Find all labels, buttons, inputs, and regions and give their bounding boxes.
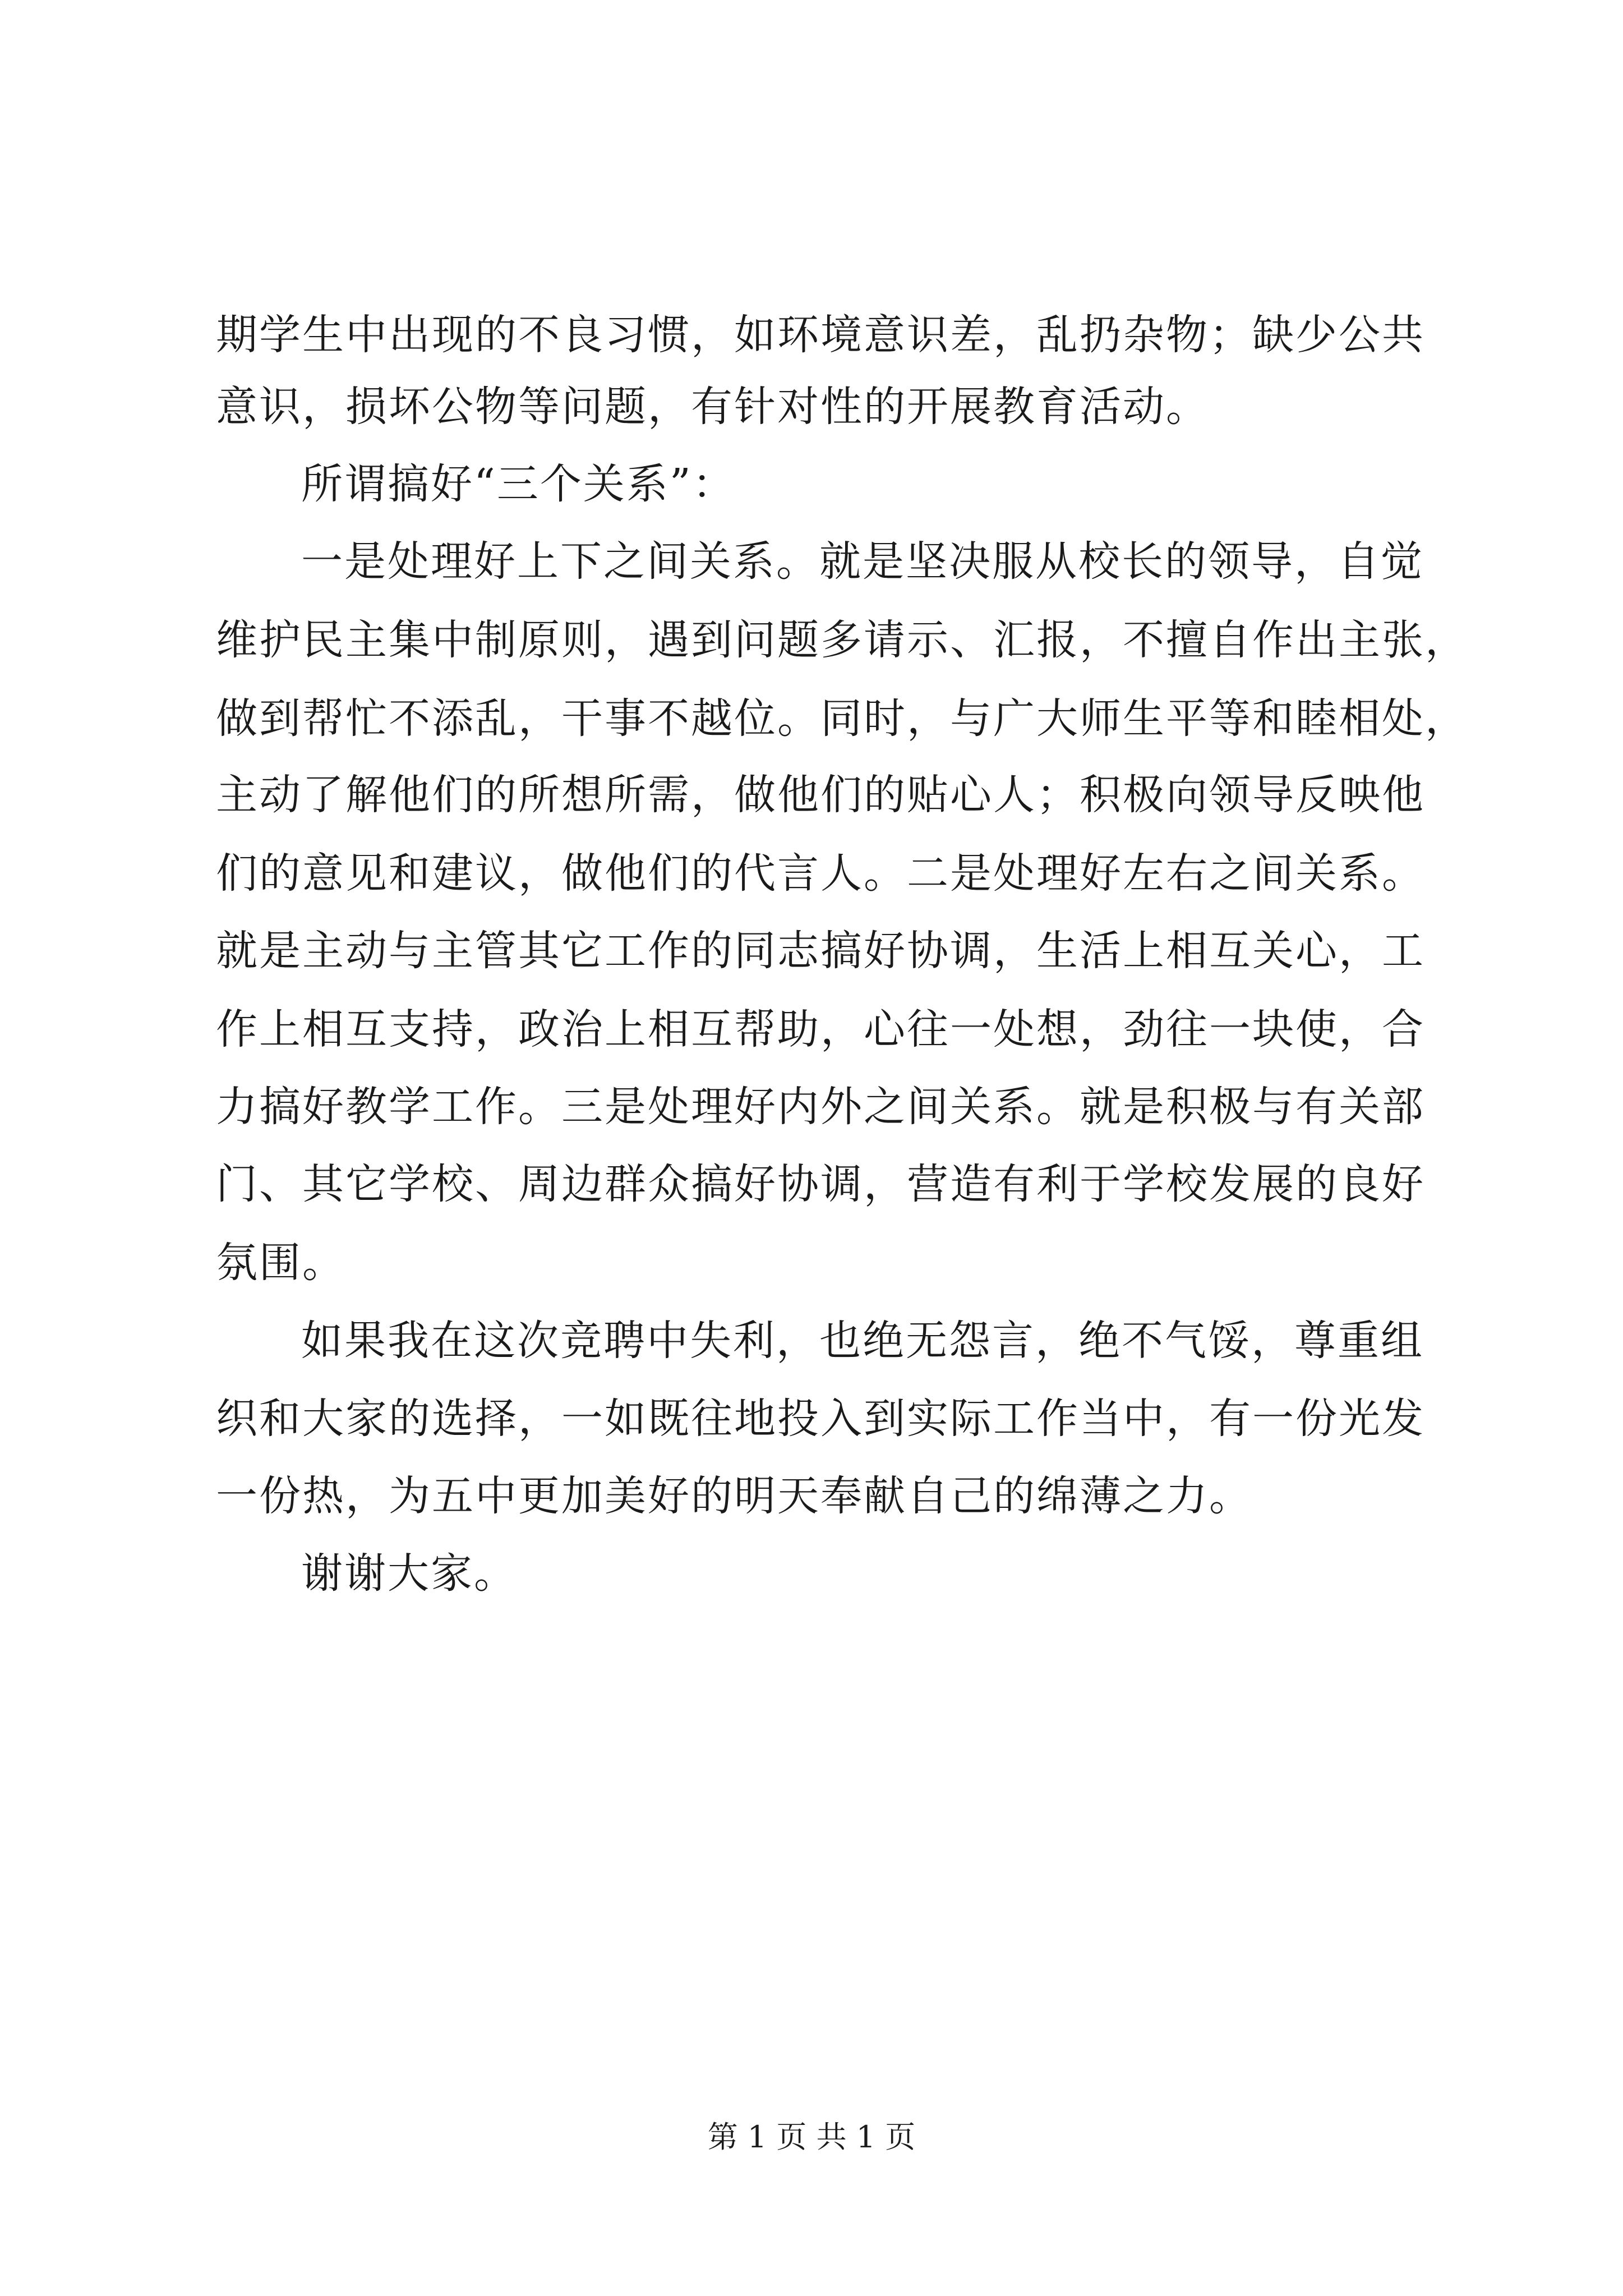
body-text-line: 一是处理好上下之间关系。就是坚决服从校长的领导，自觉 — [301, 537, 1424, 586]
body-text-line: 氛围。 — [216, 1239, 345, 1287]
body-text-line: 意识，损坏公物等问题，有针对性的开展教育活动。 — [216, 383, 1209, 431]
body-text-line: 做到帮忙不添乱，干事不越位。同时，与广大师生平等和睦相处， — [216, 694, 1468, 743]
page-number-footer: 第 1 页 共 1 页 — [707, 2119, 916, 2155]
body-text-line: 作上相互支持，政治上相互帮助，心往一处想，劲往一块使，合 — [216, 1005, 1425, 1053]
body-text-line: 门、其它学校、周边群众搞好协调，营造有利于学校发展的良好 — [216, 1160, 1425, 1208]
body-text-line: 织和大家的选择，一如既往地投入到实际工作当中，有一份光发 — [216, 1395, 1425, 1443]
body-text-line: 维护民主集中制原则，遇到问题多请示、汇报，不擅自作出主张， — [216, 616, 1468, 664]
body-text-line: 一份热，为五中更加美好的明天奉献自己的绵薄之力。 — [216, 1472, 1252, 1520]
body-text-line: 力搞好教学工作。三是处理好内外之间关系。就是积极与有关部 — [216, 1083, 1425, 1131]
body-text-line: 们的意见和建议，做他们的代言人。二是处理好左右之间关系。 — [216, 849, 1425, 898]
paragraph-heading: 所谓搞好“三个关系”： — [301, 460, 736, 508]
body-text-line: 如果我在这次竞聘中失利，也绝无怨言，绝不气馁，尊重组 — [301, 1317, 1424, 1365]
closing-line: 谢谢大家。 — [301, 1549, 517, 1598]
body-text-line: 期学生中出现的不良习惯，如环境意识差，乱扔杂物；缺少公共 — [216, 311, 1425, 359]
body-text-line: 就是主动与主管其它工作的同志搞好协调，生活上相互关心，工 — [216, 927, 1425, 975]
body-text-line: 主动了解他们的所想所需，做他们的贴心人；积极向领导反映他 — [216, 771, 1425, 819]
